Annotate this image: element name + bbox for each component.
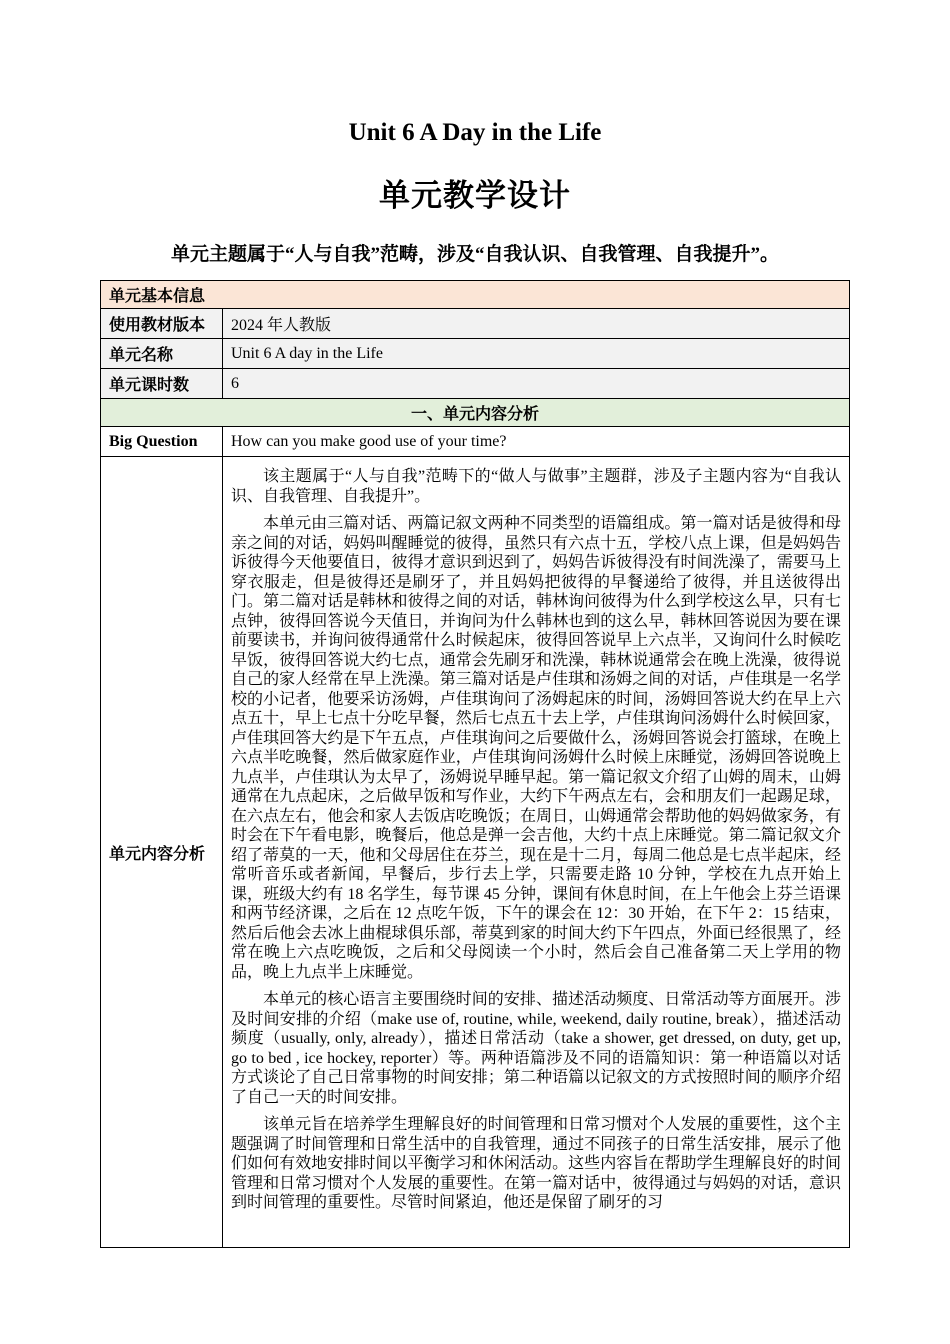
document-title-english: Unit 6 A Day in the Life <box>348 119 602 146</box>
label-unit-name: 单元名称 <box>101 339 223 369</box>
table-row <box>101 281 850 309</box>
table-row <box>101 399 850 427</box>
label-content-analysis: 单元内容分析 <box>101 457 223 1248</box>
analysis-paragraph-language: 本单元的核心语言主要围绕时间的安排、描述活动频度、日常活动等方面展开。涉及时间安排的介绍（make use of, routine, while, weekend, daily routine, break），描述活动频度（usually, only, already），描述日常活动（take a shower, get dressed, on duty, get up, go to bed , ice hockey, reporter）等。两种语篇涉及不同的语篇知识：第一种语篇以对话方式谈论了自己日常事物的时间安排；第二种语篇以记叙文的方式按照时间的顺序介绍了自己一天的时间安排。 <box>231 991 841 1106</box>
table-row <box>101 369 850 399</box>
value-unit-periods: 6 <box>223 369 850 399</box>
section-header-basic-info: 单元基本信息 <box>101 281 850 309</box>
label-big-question: Big Question <box>101 427 223 457</box>
content-analysis-text <box>231 459 841 1245</box>
value-big-question: How can you make good use of your time? <box>223 427 850 457</box>
content-analysis-cell <box>223 457 850 1248</box>
value-unit-name: Unit 6 A day in the Life <box>223 339 850 369</box>
analysis-paragraph-theme: 该主题属于“人与自我”范畴下的“做人与做事”主题群，涉及子主题内容为“自我认识、自我管理、自我提升”。 <box>231 468 841 505</box>
analysis-paragraph-texts: 本单元由三篇对话、两篇记叙文两种不同类型的语篇组成。第一篇对话是彼得和母亲之间的对话，妈妈叫醒睡觉的彼得，虽然只有六点十五，学校八点上课，但是妈妈告诉彼得今天他要值日，彼得才意识到迟到了，妈妈告诉彼得没有时间洗澡了，需要马上穿衣服走，但是彼得还是刷牙了，并且妈妈把彼得的早餐递给了彼得，并且送彼得出门。第二篇对话是韩林和彼得之间的对话，韩林询问彼得为什么到学校这么早，只有七点钟，彼得回答说今天值日，并询问为什么韩林也到的这么早，韩林回答说因为要在课前要读书，并询问彼得通常什么时候起床，彼得回答说早上六点半，又询问什么时候吃早饭，彼得回答说大约七点，通常会先刷牙和洗澡，韩林说通常会在晚上洗澡，彼得说自己的家人经常在早上洗澡。第三篇对话是卢佳琪和汤姆之间的对话，卢佳琪是一名学校的小记者，他要采访汤姆，卢佳琪询问了汤姆起床的时间，汤姆回答说大约在早上六点五十，早上七点十分吃早餐，然后七点五十去上学，卢佳琪询问汤姆什么时候回家，卢佳琪回答大约是下午五点，卢佳琪询问之后要做什么，汤姆回答说会打篮球，在晚上六点半吃晚餐，然后做家庭作业，卢佳琪询问汤姆什么时候上床睡觉，汤姆回答说晚上九点半，卢佳琪认为太早了，汤姆说早睡早起。第一篇记叙文介绍了山姆的周末，山姆通常在九点起床，之后做早饭和写作业，大约下午两点左右，会和朋友们一起踢足球，在六点左右，他会和家人去饭店吃晚饭；在周日，山姆通常会帮助他的妈妈做家务，有时会在下午看电影，晚餐后，他总是弹一会吉他，大约十点上床睡觉。第二篇记叙文介绍了蒂莫的一天，他和父母居住在芬兰，现在是十二月，每周二他总是七点半起床，经常听音乐或者新闻，早餐后，步行去上学，只需要走路 10 分钟，学校在九点开始上课，班级大约有 18 名学生，每节课 45 分钟，课间有休息时间，在上午他会上芬兰语课和两节经济课，之后在 12 点吃午饭，下午的课会在 12：30 开始，在下午 2：15 结束，然后后他会去冰上曲棍球俱乐部，蒂莫到家的时间大约下午四点，外面已经很黑了，经常在晚上六点吃晚饭，之后和父母阅读一个小时，然后会自己准备第二天上学用的物品，晚上九点半上床睡觉。 <box>231 515 841 981</box>
document-title-chinese: 单元教学设计 <box>379 178 571 213</box>
section-header-content-analysis: 一、单元内容分析 <box>101 399 850 427</box>
table-row <box>101 339 850 369</box>
table-row <box>101 309 850 339</box>
analysis-paragraph-goal: 该单元旨在培养学生理解良好的时间管理和日常习惯对个人发展的重要性，这个主题强调了时间管理和日常生活中的自我管理，通过不同孩子的日常生活安排，展示了他们如何有效地安排时间以平衡学习和休闲活动。这些内容旨在帮助学生理解良好的时间管理和日常习惯对个人发展的重要性。在第一篇对话中，彼得通过与妈妈的对话，意识到时间管理的重要性。尽管时间紧迫，他还是保留了刷牙的习 <box>231 1116 841 1211</box>
label-unit-periods: 单元课时数 <box>101 369 223 399</box>
table-row <box>101 427 850 457</box>
table-row <box>101 457 850 1248</box>
unit-design-table <box>100 280 850 1248</box>
label-textbook-version: 使用教材版本 <box>101 309 223 339</box>
value-textbook-version: 2024 年人教版 <box>223 309 850 339</box>
unit-theme-statement: 单元主题属于“人与自我”范畴，涉及“自我认识、自我管理、自我提升”。 <box>170 244 779 265</box>
